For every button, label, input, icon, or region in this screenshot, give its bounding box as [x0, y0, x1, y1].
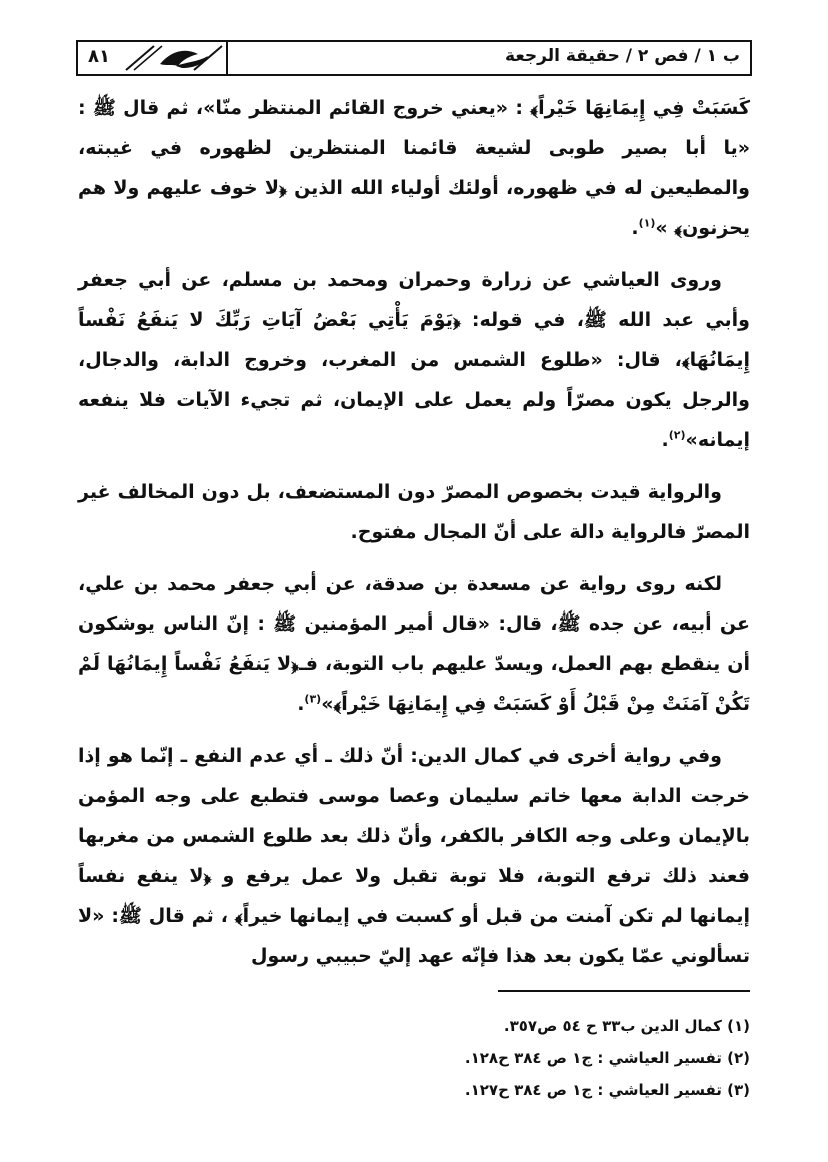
paragraph: وفي رواية أخرى في كمال الدين: أنّ ذلك ـ أي عدم النفع ـ إنّما هو إذا خرجت الدابة معها خاتم سليمان وعصا موسى فتطبع على وجه المؤمن بالإيمان وعلى وجه الكافر بالكفر، وأنّ ذلك بعد طلوع الشمس من مغربها فعند ذلك ترفع التوبة، فلا توبة تقبل ولا عمل يرفع و ﴿لا ينفع نفساً إيمانها لم تكن آمنت من قبل أو كسبت في إيمانها خيراً﴾ ، ثم قال ﷺ: «لا تسألوني عمّا يكون بعد هذا فإنّه عهد إليّ حبيبي رسول — [78, 745, 750, 967]
header-divider — [226, 42, 228, 74]
footnote: (٣) تفسير العياشي : ج١ ص ٣٨٤ ح١٢٧. — [464, 1081, 750, 1099]
paragraph: وروى العياشي عن زرارة وحمران ومحمد بن مسلم، عن أبي جعفر وأبي عبد الله ﷺ، في قوله: ﴿يَوْمَ يَأْتِي بَعْضُ آيَاتِ رَبِّكَ لا يَنفَعُ نَفْساً إِيمَانُهَا﴾، قال: «طلوع الشمس من المغرب، وخروج الدابة، والدجال، والرجل يكون مصرّاً ولم يعمل على الإيمان، ثم تجيء الآيات فلا ينفعه إيمانه»$^{(٢)}$. — [78, 269, 750, 451]
footnote: (١) كمال الدين ب٣٣ ح ٥٤ ص٣٥٧. — [503, 1017, 750, 1035]
main-text — [78, 88, 750, 988]
footnote-ref: (٣) — [304, 692, 322, 706]
page-number: ٨١ — [88, 46, 110, 67]
footnote-ref: (١) — [638, 216, 656, 230]
footnote: (٢) تفسير العياشي : ج١ ص ٣٨٤ ح١٢٨. — [464, 1049, 750, 1067]
footnote-divider — [498, 990, 750, 992]
footnote-ref: (٢) — [668, 428, 686, 442]
ornament-icon — [120, 44, 224, 72]
running-header — [76, 40, 752, 76]
paragraph: لكنه روى رواية عن مسعدة بن صدقة، عن أبي جعفر محمد بن علي، عن أبيه، عن جده ﷺ، قال: «قال أمير المؤمنين ﷺ : إنّ الناس يوشكون أن ينقطع بهم العمل، ويسدّ عليهم باب التوبة، فـ﴿لا يَنفَعُ نَفْساً إِيمَانُهَا لَمْ تَكُنْ آمَنَتْ مِنْ قَبْلُ أَوْ كَسَبَتْ فِي إِيمَانِهَا خَيْراً﴾»$^{(٣)}$. — [78, 573, 750, 715]
paragraph: كَسَبَتْ فِي إِيمَانِهَا خَيْراً﴾ : «يعني خروج القائم المنتظر منّا»، ثم قال ﷺ : «يا أبا بصير طوبى لشيعة قائمنا المنتظرين لظهوره في غيبته، والمطيعين له في ظهوره، أولئك أولياء الله الذين ﴿لا خوف عليهم ولا هم يحزنون﴾ »$^{(١)}$. — [78, 97, 750, 239]
paragraph: والرواية قيدت بخصوص المصرّ دون المستضعف، بل دون المخالف غير المصرّ فالرواية دالة على أنّ المجال مفتوح. — [78, 481, 750, 543]
chapter-title: ب ١ / فص ٢ / حقيقة الرجعة — [505, 46, 740, 66]
footnotes — [78, 1010, 750, 1106]
